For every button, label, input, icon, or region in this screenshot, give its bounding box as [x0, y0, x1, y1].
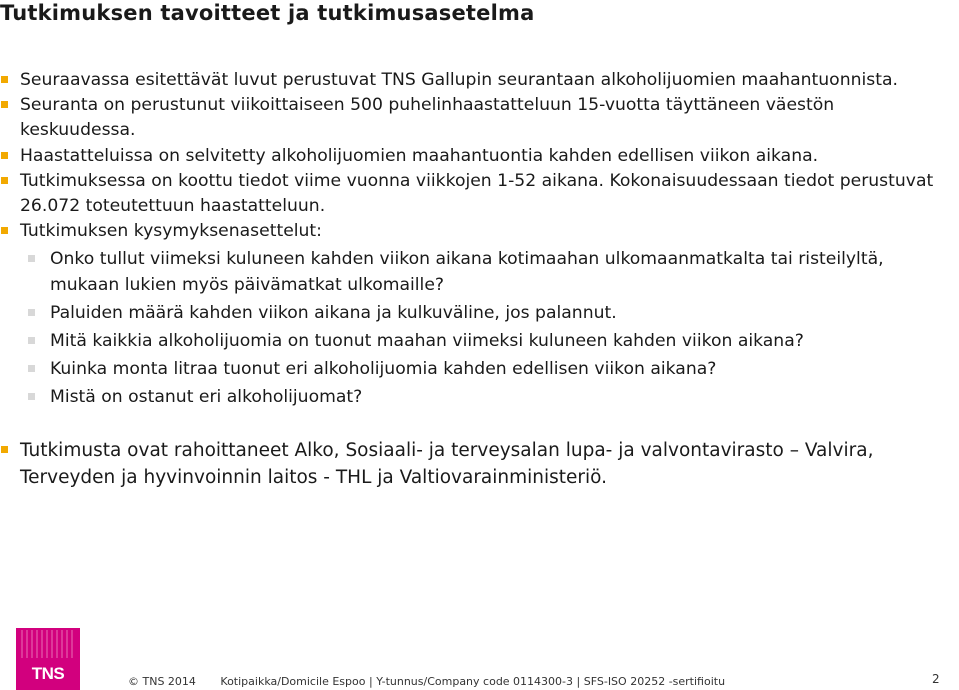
- bullet-text: Tutkimuksessa on koottu tiedot viime vuonna viikkojen 1-52 aikana. Kokonaisuudessaan tiedot perustuvat 26.072 toteutettuun haastatteluun.: [20, 170, 934, 217]
- bullet-item: [0, 219, 945, 244]
- sub-bullet-item: [0, 329, 945, 354]
- sub-bullet-square-icon: [28, 393, 35, 400]
- sub-bullet-text: Paluiden määrä kahden viikon aikana ja kulkuväline, jos palannut.: [50, 302, 617, 323]
- sub-bullet-text: Kuinka monta litraa tuonut eri alkoholijuomia kahden edellisen viikon aikana?: [50, 359, 717, 380]
- logo-stripes-icon: [16, 628, 80, 660]
- bullet-text: Tutkimuksen kysymyksenasettelut:: [20, 221, 322, 242]
- sub-bullet-square-icon: [28, 255, 35, 262]
- bullet-text: Haastatteluissa on selvitetty alkoholijuomien maahantuontia kahden edellisen viikon aikana.: [20, 145, 819, 166]
- sub-bullet-square-icon: [28, 309, 35, 316]
- funding-text: Tutkimusta ovat rahoittaneet Alko, Sosiaali- ja terveysalan lupa- ja valvontavirasto – Valvira, Terveyden ja hyvinvoinnin laitos - THL ja Valtiovarainministeriö.: [20, 439, 874, 488]
- bullet-text: Seuranta on perustunut viikoittaiseen 500 puhelinhaastatteluun 15-vuotta täyttäneen väestön keskuudessa.: [20, 95, 835, 141]
- sub-bullet-item: [0, 247, 945, 297]
- bullet-item: [0, 144, 945, 169]
- slide-title: Tutkimuksen tavoitteet ja tutkimusasetelma: [0, 1, 535, 25]
- logo-text: TNS: [31, 664, 65, 683]
- bullet-item: [0, 169, 945, 219]
- bullet-square-icon: [1, 446, 8, 453]
- bullet-square-icon: [1, 101, 8, 108]
- bullet-square-icon: [1, 227, 8, 234]
- footer-separator: |: [576, 675, 581, 688]
- footer-copyright: © TNS 2014: [128, 675, 196, 688]
- bullet-square-icon: [1, 152, 8, 159]
- footer-company-code: Y-tunnus/Company code 0114300-3: [376, 675, 574, 688]
- bullet-square-icon: [1, 177, 8, 184]
- bullet-item: [0, 68, 945, 93]
- footer-separator: |: [368, 675, 373, 688]
- sub-bullet-item: [0, 357, 945, 382]
- sub-bullet-text: Mitä kaikkia alkoholijuomia on tuonut maahan viimeksi kuluneen kahden viikon aikana?: [50, 331, 804, 352]
- sub-bullet-item: [0, 385, 945, 410]
- sub-bullet-item: [0, 301, 945, 326]
- sub-bullet-text: Mistä on ostanut eri alkoholijuomat?: [50, 387, 363, 408]
- bullet-item: [0, 93, 945, 143]
- footer-domicile: Kotipaikka/Domicile Espoo: [220, 675, 366, 688]
- sub-bullet-square-icon: [28, 365, 35, 372]
- funding-bullet: [0, 437, 945, 491]
- bullet-square-icon: [1, 76, 8, 83]
- tns-logo: [16, 628, 80, 690]
- footer-info: [128, 675, 725, 688]
- footer-certification: SFS-ISO 20252 -sertifioitu: [583, 675, 726, 688]
- bullet-list: [0, 68, 945, 491]
- sub-bullet-text: Onko tullut viimeksi kuluneen kahden viikon aikana kotimaahan ulkomaanmatkalta tai risteilyltä, mukaan lukien myös päivämatkat ulkomaille?: [50, 249, 884, 295]
- page-number: 2: [932, 672, 940, 686]
- bullet-text: Seuraavassa esitettävät luvut perustuvat TNS Gallupin seurantaan alkoholijuomien maahantuonnista.: [20, 70, 898, 90]
- sub-bullet-square-icon: [28, 337, 35, 344]
